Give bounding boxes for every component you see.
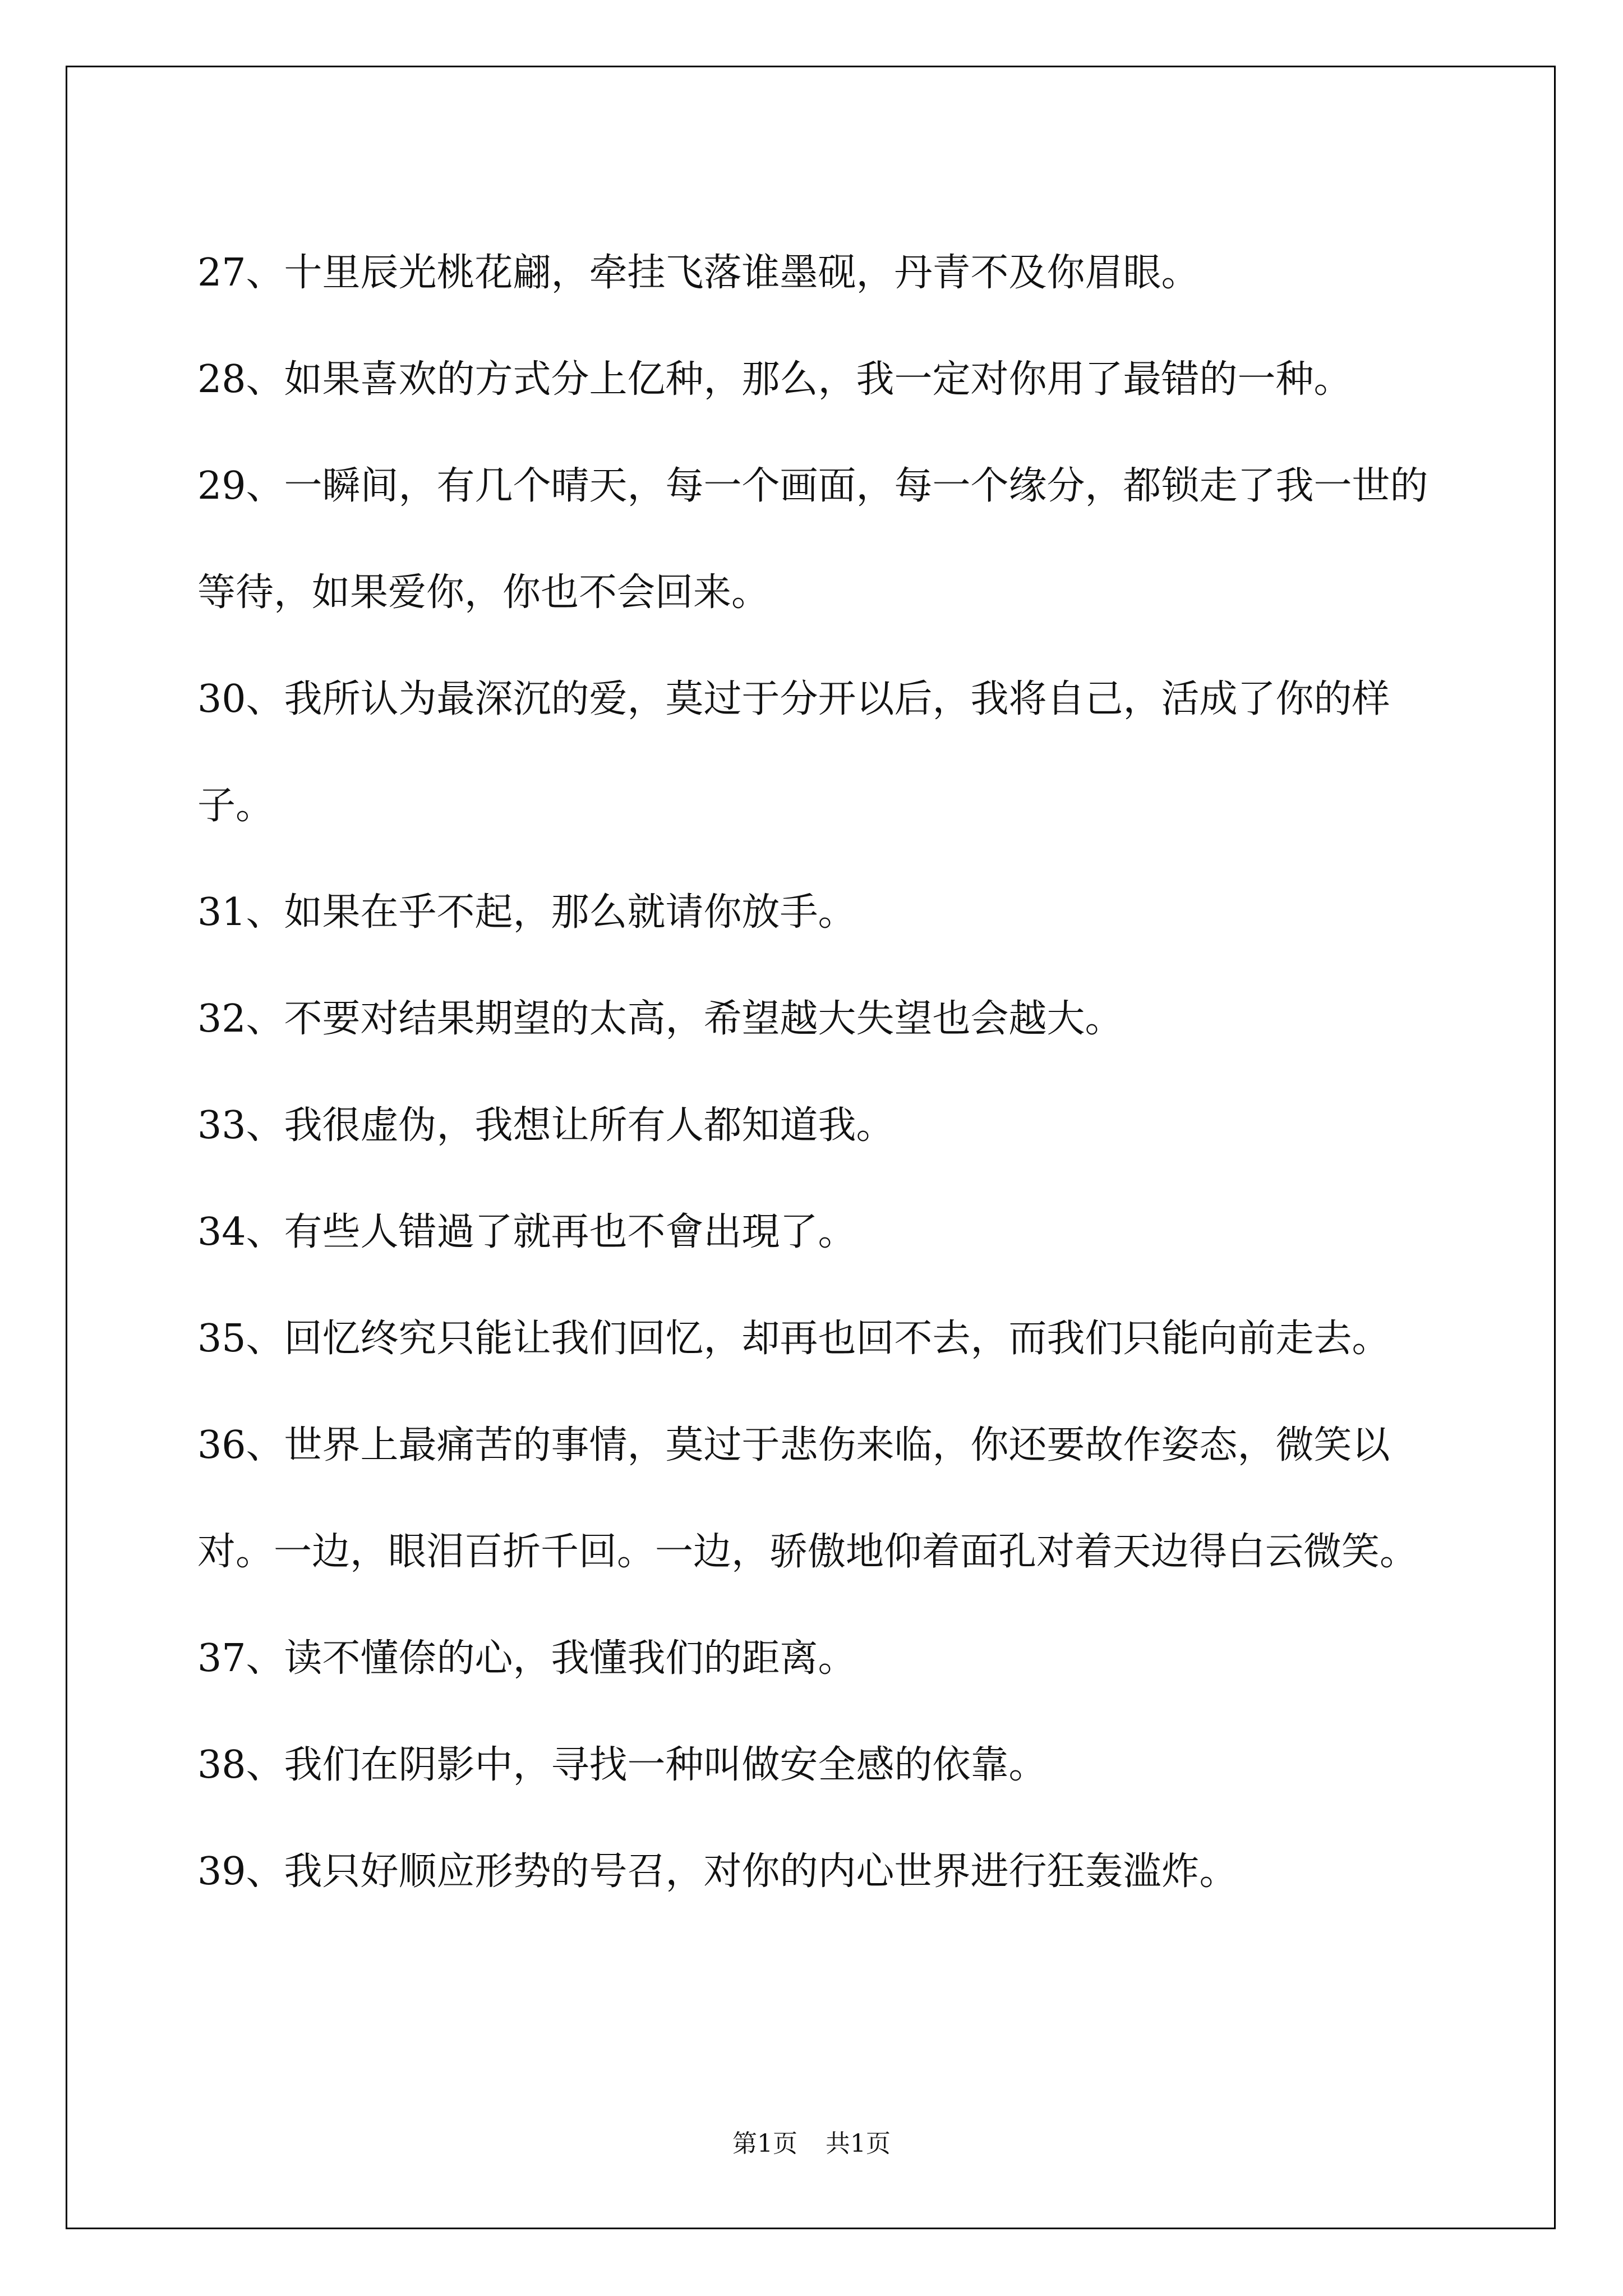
document-body bbox=[197, 220, 1465, 1925]
paragraph-28: 28、如果喜欢的方式分上亿种，那么，我一定对你用了最错的一种。 bbox=[197, 357, 1352, 402]
paragraph-30: 30、我所认为最深沉的爱，莫过于分开以后，我将自己，活成了你的样子。 bbox=[197, 677, 1390, 828]
paragraph-32: 32、不要对结果期望的太高，希望越大失望也会越大。 bbox=[197, 997, 1123, 1041]
paragraph-35: 35、回忆终究只能让我们回忆，却再也回不去，而我们只能向前走去。 bbox=[197, 1317, 1390, 1361]
paragraph-34: 34、有些人错過了就再也不會出現了。 bbox=[197, 1210, 856, 1254]
page-footer bbox=[0, 2123, 1623, 2159]
paragraph-27: 27、十里辰光桃花翩，牵挂飞落谁墨砚，丹青不及你眉眼。 bbox=[197, 251, 1200, 295]
page-number-current: 第1页 bbox=[732, 2129, 797, 2158]
paragraph-36: 36、世界上最痛苦的事情，莫过于悲伤来临，你还要故作姿态，微笑以对。一边，眼泪百折千回。一边，骄傲地仰着面孔对着天边得白云微笑。 bbox=[197, 1423, 1418, 1574]
paragraph-38: 38、我们在阴影中，寻找一种叫做安全感的依靠。 bbox=[197, 1743, 1047, 1787]
paragraph-37: 37、读不懂倷的心，我懂我们的距离。 bbox=[197, 1636, 856, 1681]
paragraph-29: 29、一瞬间，有几个晴天，每一个画面，每一个缘分，都锁走了我一世的等待，如果爱你，你也不会回来。 bbox=[197, 464, 1428, 615]
paragraph-39: 39、我只好顺应形势的号召，对你的内心世界进行狂轰滥炸。 bbox=[197, 1849, 1238, 1894]
paragraph-31: 31、如果在乎不起，那么就请你放手。 bbox=[197, 890, 856, 935]
page-number-total: 共1页 bbox=[826, 2129, 891, 2158]
paragraph-33: 33、我很虚伪，我想让所有人都知道我。 bbox=[197, 1103, 895, 1148]
